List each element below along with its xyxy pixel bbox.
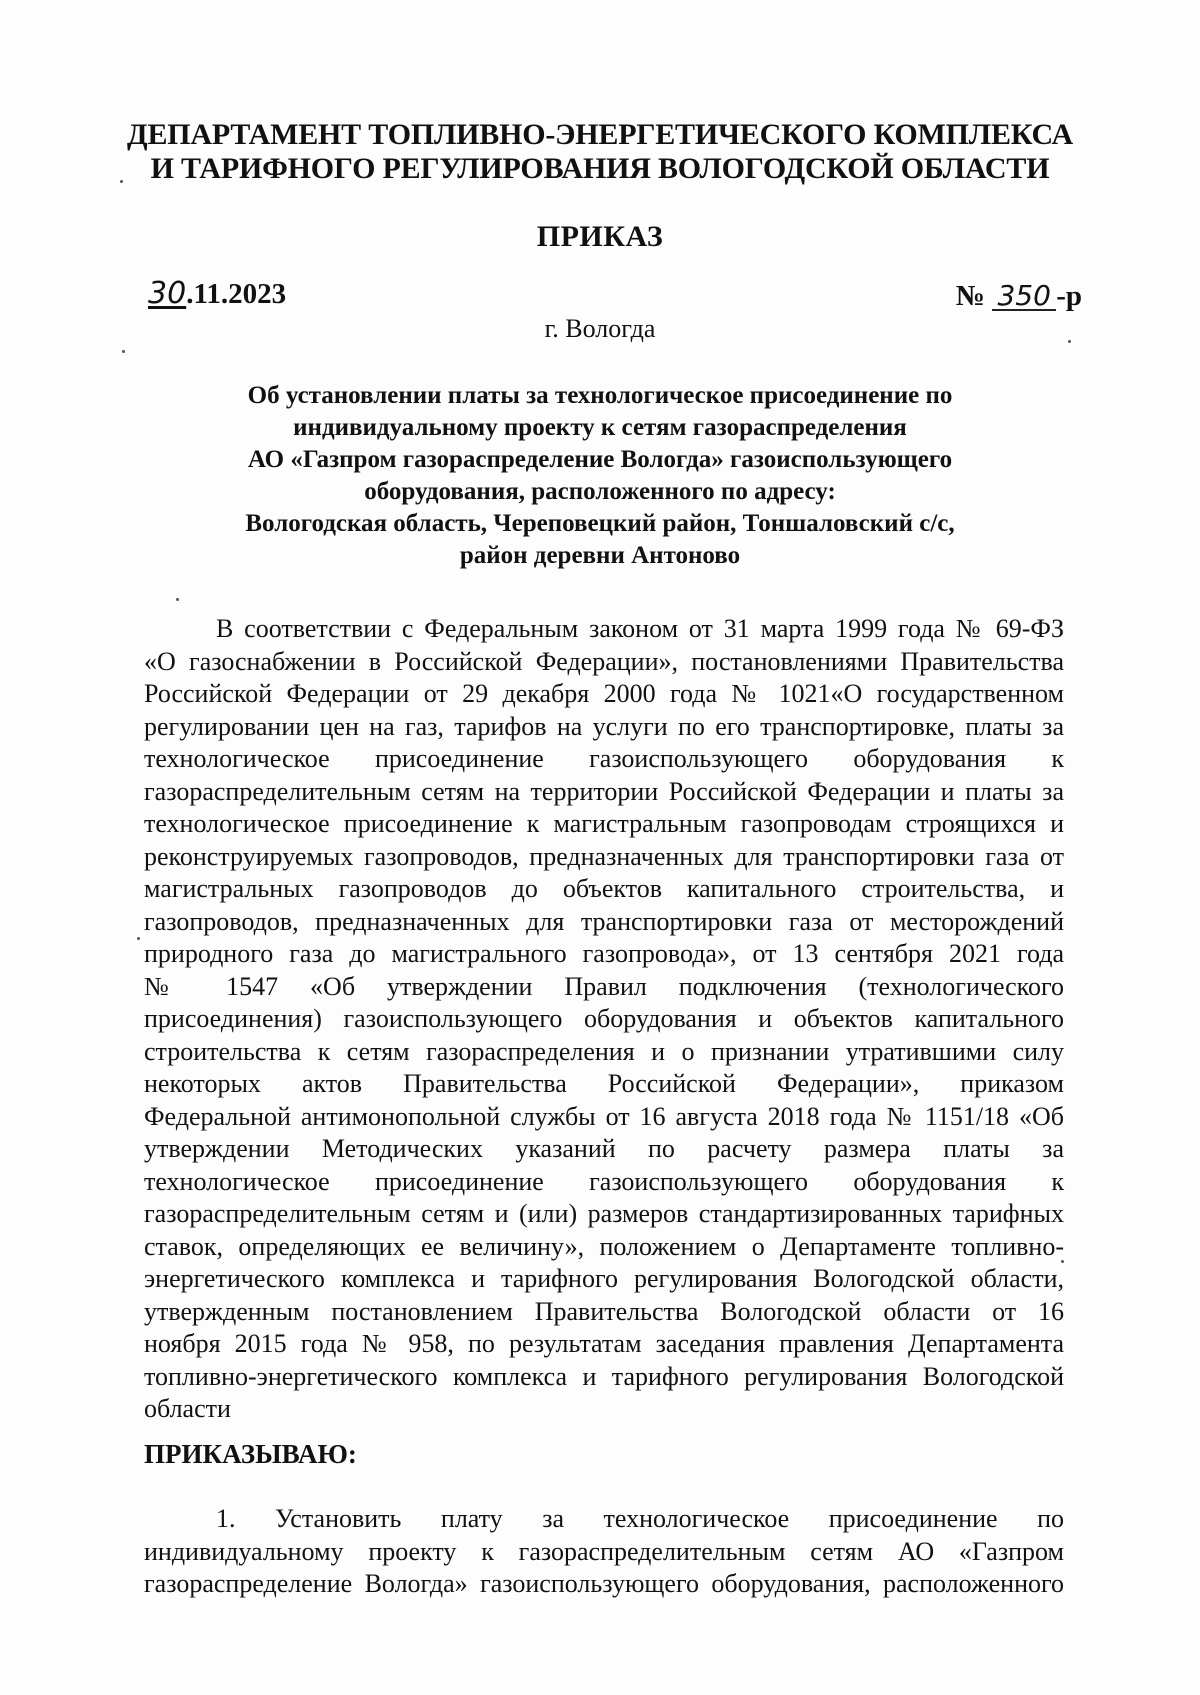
preamble-line: ставок, определяющих ее величину», положением о Департаменте топливно- bbox=[144, 1231, 1064, 1261]
order-subject bbox=[150, 380, 1050, 572]
number-prefix: № bbox=[955, 280, 985, 312]
preamble-line: природного газа до магистрального газопровода», от 13 сентября 2021 года bbox=[144, 939, 1064, 968]
preamble-line: строительства к сетям газораспределения и о признании утратившими силу bbox=[144, 1036, 1064, 1066]
subject-line: индивидуальному проекту к сетям газораспределения bbox=[293, 414, 907, 441]
scan-speck bbox=[1061, 1260, 1064, 1263]
scan-speck bbox=[1068, 340, 1071, 343]
number-suffix: -р bbox=[1056, 280, 1082, 312]
item-1-line: индивидуальному проекту к газораспределительным сетям АО «Газпром bbox=[144, 1536, 1064, 1566]
order-title: ПРИКАЗ bbox=[536, 220, 664, 253]
subject-line: Об установлении платы за технологическое присоединение по bbox=[247, 382, 953, 409]
preamble-line: газораспределительным сетям на территории Российской Федерации и платы за bbox=[144, 776, 1064, 806]
preamble-line: утвержденным постановлением Правительства Вологодской области от 16 bbox=[144, 1296, 1064, 1326]
item-1-line: 1. Установить плату за технологическое присоединение по bbox=[216, 1504, 1064, 1533]
header-line-1: ДЕПАРТАМЕНТ ТОПЛИВНО-ЭНЕРГЕТИЧЕСКОГО КОМПЛЕКСА bbox=[127, 118, 1073, 151]
item-1-line: газораспределение Вологда» газоиспользующего оборудования, расположенного bbox=[144, 1569, 1064, 1598]
preamble-line: «О газоснабжении в Российской Федерации», постановлениями Правительства bbox=[144, 646, 1064, 676]
preamble-line: газопроводов, предназначенных для транспортировки газа от месторождений bbox=[144, 906, 1064, 936]
preamble-line: области bbox=[144, 1394, 231, 1423]
department-header bbox=[120, 118, 1080, 186]
preamble-line: № 1547 «Об утверждении Правил подключения (технологического bbox=[144, 971, 1064, 1001]
preamble-line: технологическое присоединение газоиспользующего оборудования к bbox=[144, 744, 1064, 773]
city: г. Вологда bbox=[544, 314, 656, 343]
orders-word: ПРИКАЗЫВАЮ: bbox=[144, 1439, 357, 1469]
scan-speck bbox=[137, 937, 140, 940]
date-rest: .11.2023 bbox=[186, 278, 287, 310]
preamble-line: Российской Федерации от 29 декабря 2000 года № 1021«О государственном bbox=[144, 679, 1064, 708]
scan-speck bbox=[122, 350, 125, 353]
scan-speck bbox=[176, 598, 179, 601]
subject-line: АО «Газпром газораспределение Вологда» газоиспользующего bbox=[247, 446, 953, 473]
preamble-line: технологическое присоединение к магистральным газопроводам строящихся и bbox=[144, 809, 1064, 838]
item-1-paragraph bbox=[144, 1503, 1064, 1601]
subject-line: оборудования, расположенного по адресу: bbox=[364, 478, 836, 505]
preamble-line: ноября 2015 года № 958, по результатам заседания правления Департамента bbox=[144, 1329, 1064, 1358]
preamble-line: технологическое присоединение газоиспользующего оборудования к bbox=[144, 1166, 1064, 1196]
preamble-line: регулировании цен на газ, тарифов на услуги по его транспортировке, платы за bbox=[144, 711, 1064, 741]
preamble-line: Федеральной антимонопольной службы от 16 августа 2018 года № 1151/18 «Об bbox=[144, 1101, 1064, 1131]
header-line-2: И ТАРИФНОГО РЕГУЛИРОВАНИЯ ВОЛОГОДСКОЙ ОБЛАСТИ bbox=[150, 152, 1050, 185]
order-number bbox=[956, 280, 1082, 313]
preamble-line: некоторых актов Правительства Российской Федерации», приказом bbox=[144, 1069, 1064, 1098]
subject-line: Вологодская область, Череповецкий район, Тоншаловский с/с, bbox=[245, 510, 955, 537]
preamble-line: топливно-энергетического комплекса и тарифного регулирования Вологодской bbox=[144, 1361, 1064, 1391]
preamble-line: энергетического комплекса и тарифного регулирования Вологодской области, bbox=[144, 1264, 1064, 1293]
preamble-line: магистральных газопроводов до объектов капитального строительства, и bbox=[144, 874, 1064, 903]
order-date bbox=[148, 276, 286, 311]
preamble-line: газораспределительным сетям и (или) размеров стандартизированных тарифных bbox=[144, 1199, 1064, 1228]
preamble-line: присоединения) газоиспользующего оборудования и объектов капитального bbox=[144, 1004, 1064, 1033]
preamble-line: утверждении Методических указаний по расчету размера платы за bbox=[144, 1134, 1064, 1163]
date-day-handwritten: 30 bbox=[148, 276, 187, 311]
preamble-line: В соответствии с Федеральным законом от 31 марта 1999 года № 69-ФЗ bbox=[216, 614, 1064, 643]
scan-speck bbox=[120, 180, 123, 183]
subject-line: район деревни Антоново bbox=[459, 542, 741, 569]
preamble-line: реконструируемых газопроводов, предназначенных для транспортировки газа от bbox=[144, 841, 1064, 871]
number-value-handwritten: 350 bbox=[992, 283, 1056, 311]
preamble-paragraph bbox=[144, 613, 1064, 1426]
